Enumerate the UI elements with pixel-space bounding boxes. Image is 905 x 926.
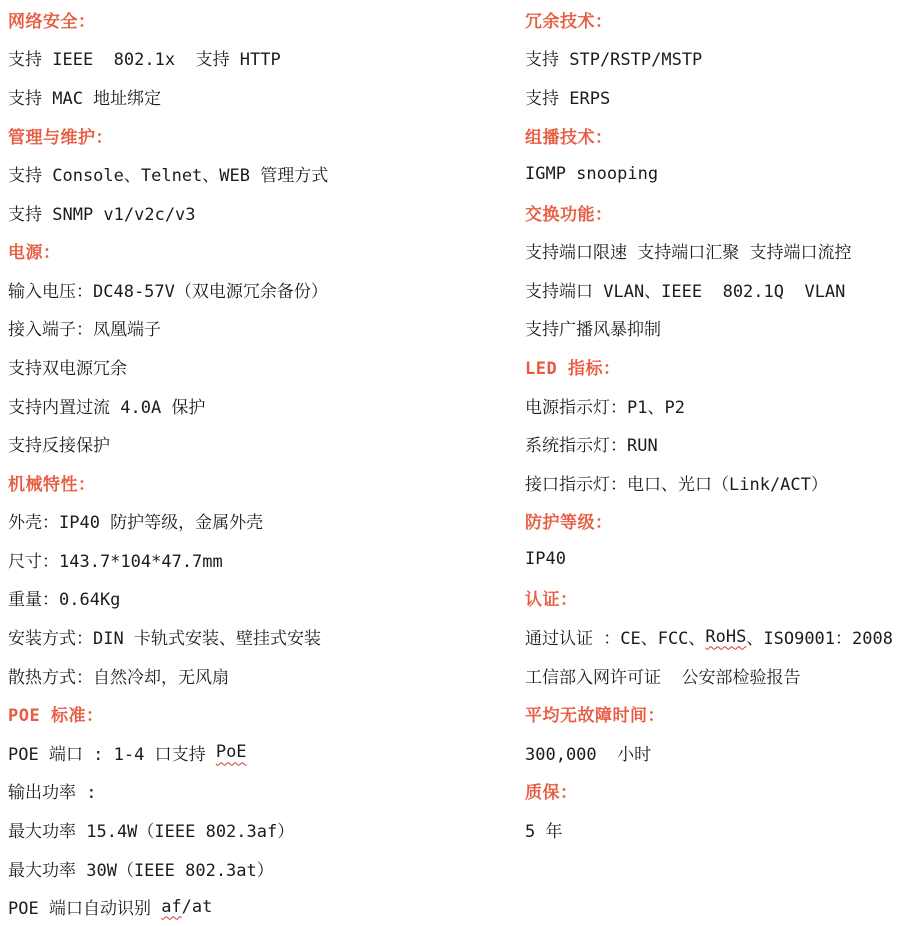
spec-text: 支持 ERPS [525,88,611,109]
spec-text: POE 端口 : 1-4 口支持 [8,744,216,765]
spec-text: 支持 IEEE 802.1x 支持 HTTP [8,50,281,71]
spec-line [8,193,478,232]
spec-text: 支持 STP/RSTP/MSTP [525,50,703,71]
spec-text: 安装方式：DIN 卡轨式安装、壁挂式安装 [8,629,321,650]
section-heading: 冗余技术： [525,11,613,32]
spec-line [8,772,478,811]
spec-line [525,309,903,348]
section-heading: POE 标准： [8,706,104,727]
section-heading: 机械特性： [8,474,96,495]
spec-line [525,424,903,463]
spec-line [525,540,903,579]
spec-line [8,270,478,309]
right-column [525,0,903,849]
spec-line [525,154,903,193]
section-heading: 电源： [8,243,61,264]
spec-line [525,386,903,425]
section-heading: 防护等级： [525,513,613,534]
spec-text: POE 端口自动识别 [8,899,162,920]
spec-line [525,733,903,772]
spec-text: 支持端口 VLAN、IEEE 802.1Q VLAN [525,281,846,302]
spec-text: 接入端子：凤凰端子 [8,320,161,341]
spec-line [525,656,903,695]
misspelled-word: PoE [215,742,247,763]
spec-line [8,810,478,849]
spec-text: 电源指示灯：P1、P2 [525,397,685,418]
spec-line [8,77,478,116]
spec-line [525,39,903,78]
spec-text: 散热方式：自然冷却，无风扇 [8,667,229,688]
spec-text: 输入电压：DC48-57V（双电源冗余备份） [8,281,328,302]
spec-line [8,656,478,695]
spec-text: 最大功率 15.4W（IEEE 802.3af） [8,821,295,842]
section-heading: 组播技术： [525,127,613,148]
spec-text: 最大功率 30W（IEEE 802.3at） [8,860,274,881]
spec-line [8,154,478,193]
section-heading: 认证： [525,590,578,611]
misspelled-word: RoHS [705,626,747,647]
misspelled-word: af [161,896,182,917]
spec-text: 通过认证 ：CE、FCC、 [525,629,706,650]
spec-text: 外壳：IP40 防护等级，金属外壳 [8,513,264,534]
spec-text: 尺寸：143.7*104*47.7mm [8,551,223,572]
left-column [8,0,478,926]
section-heading: 网络安全： [8,11,96,32]
spec-line [8,733,478,772]
spec-text: IP40 [525,549,566,570]
spec-text: 、ISO9001：2008 [746,629,893,650]
spec-text: 系统指示灯：RUN [525,436,658,457]
spec-text: 重量：0.64Kg [8,590,121,611]
spec-text: 输出功率 : [8,783,97,804]
spec-line [8,887,478,926]
spec-text: 支持双电源冗余 [8,358,127,379]
spec-line [525,617,903,656]
spec-line [525,463,903,502]
section-heading: 质保： [525,783,578,804]
spec-line [8,347,478,386]
spec-line [8,849,478,888]
spec-text: IGMP snooping [525,163,659,184]
spec-text: 支持 MAC 地址绑定 [8,88,162,109]
spec-text: 工信部入网许可证 公安部检验报告 [525,667,801,688]
spec-text: /at [181,896,213,917]
spec-line [8,309,478,348]
spec-line [8,386,478,425]
spec-line [525,270,903,309]
spec-text: 支持 Console、Telnet、WEB 管理方式 [8,166,329,187]
section-heading: 管理与维护： [8,127,113,148]
spec-text: 支持内置过流 4.0A 保护 [8,397,206,418]
section-heading: 交换功能： [525,204,613,225]
spec-text: 300,000 小时 [525,744,652,765]
spec-line [525,77,903,116]
spec-text: 支持广播风暴抑制 [525,320,661,341]
spec-text: 支持反接保护 [8,436,110,457]
spec-line [8,39,478,78]
spec-line [8,617,478,656]
spec-line [525,231,903,270]
spec-line [8,540,478,579]
section-heading: LED 指标： [525,358,621,379]
spec-line [8,424,478,463]
spec-text: 支持端口限速 支持端口汇聚 支持端口流控 [525,243,852,264]
spec-line [525,810,903,849]
spec-text: 接口指示灯：电口、光口（Link/ACT） [525,474,828,495]
spec-text: 支持 SNMP v1/v2c/v3 [8,204,196,225]
spec-text: 5 年 [525,821,563,842]
spec-line [8,579,478,618]
section-heading: 平均无故障时间： [525,706,665,727]
spec-line [8,502,478,541]
